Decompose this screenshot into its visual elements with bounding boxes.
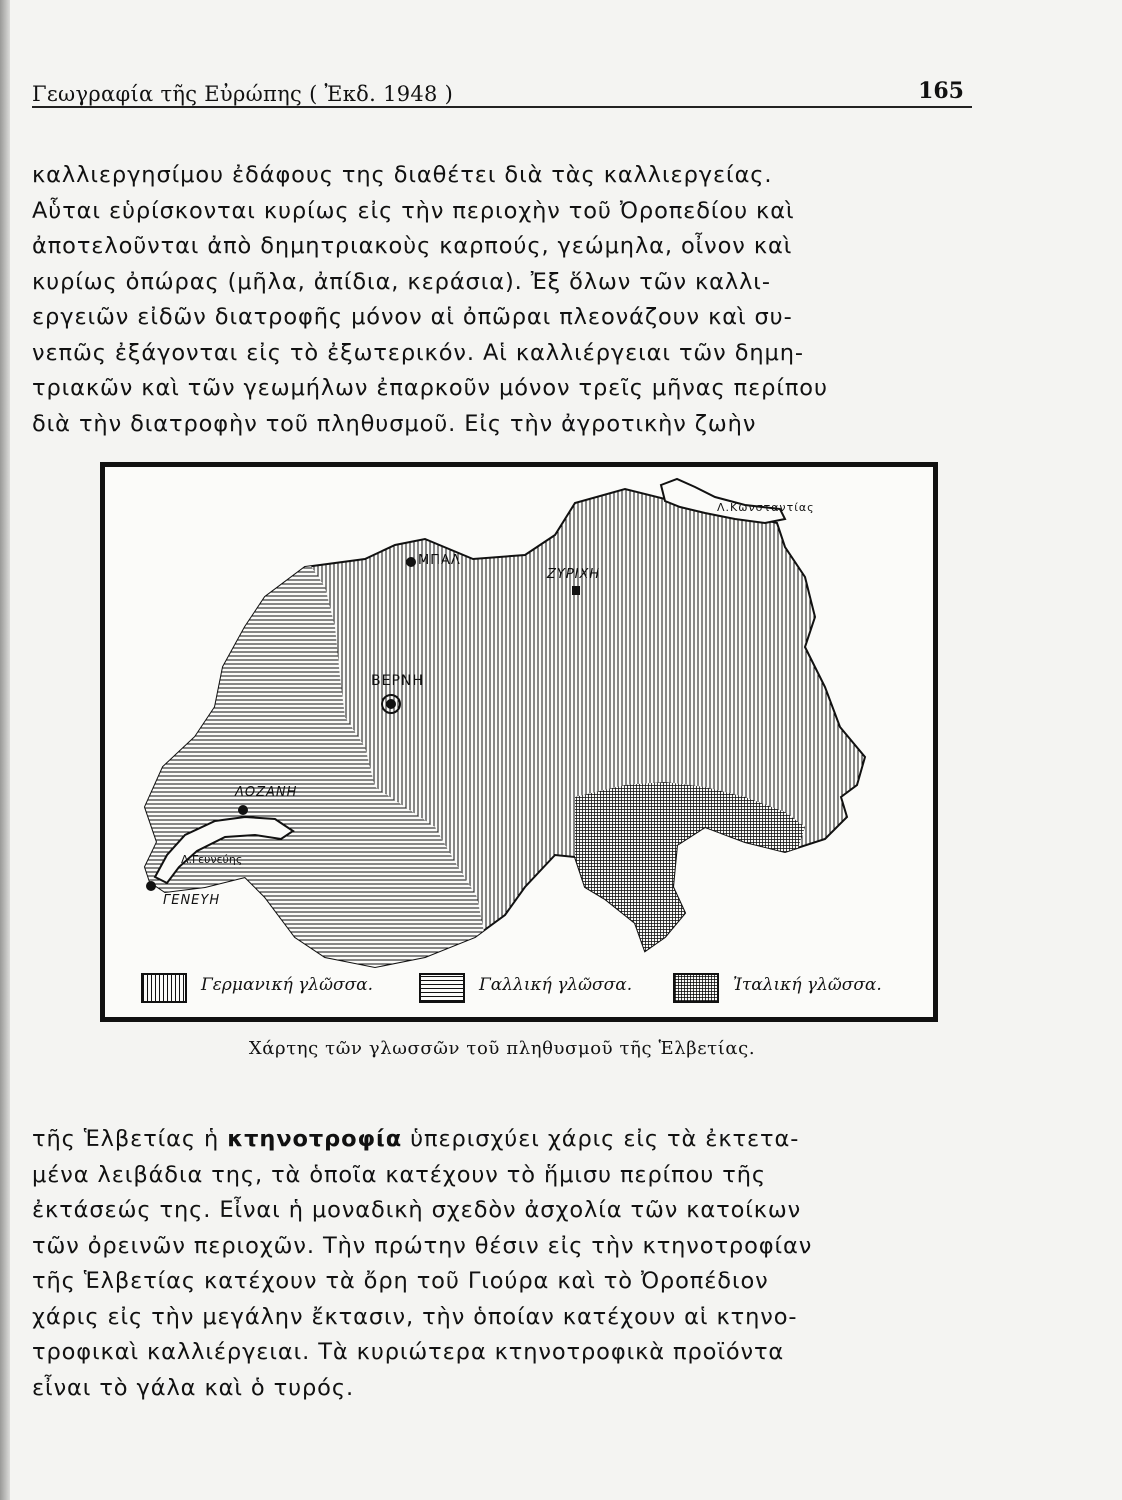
label-lake-geneva: Λ.Γευνεύης <box>181 853 243 866</box>
figure-caption: Χάρτης τῶν γλωσσῶν τοῦ πληθυσμοῦ τῆς Ἑλβετίας. <box>248 1038 756 1059</box>
french-swatch <box>419 973 465 1003</box>
text-line: εργειῶν εἰδῶν διατροφῆς μόνον αἱ ὀπῶραι πλεονάζουν καὶ συ- <box>32 304 793 330</box>
label-basel: ΜΠΑΛ <box>418 553 461 568</box>
text-line: χάρις εἰς τὴν μεγάλην ἔκτασιν, τὴν ὁποίαν κατέχουν αἱ κτηνο- <box>32 1303 798 1330</box>
label-zurich: ΖΥΡΙΧΗ <box>547 567 601 582</box>
text-line: τῆς Ἑλβετίας κατέχουν τὰ ὄρη τοῦ Γιούρα καὶ τὸ Ὀροπέδιον <box>32 1268 769 1294</box>
text-line: τροφικαὶ καλλιέργειαι. Τὰ κυριώτερα κτηνοτροφικὰ προϊόντα <box>32 1339 785 1365</box>
language-map-figure <box>100 462 938 1022</box>
lausanne-dot <box>238 805 248 815</box>
line-start: τῆς Ἑλβετίας ἡ <box>32 1126 228 1152</box>
text-line: ἀποτελοῦνται ἀπὸ δημητριακοὺς καρπούς, γεώμηλα, οἶνον καὶ <box>32 233 793 259</box>
map-legend <box>141 969 941 1009</box>
running-header <box>32 60 972 108</box>
label-lake-constance: Λ.Κωνσταντίας <box>717 501 815 514</box>
bold-term: κτηνοτροφία <box>227 1126 403 1152</box>
text-line: διὰ τὴν διατροφὴν τοῦ πληθυσμοῦ. Εἰς τὴν ἀγροτικὴν ζωὴν <box>32 410 757 437</box>
text-line: εἶναι τὸ γάλα καὶ ὁ τυρός. <box>32 1374 354 1401</box>
text-line: μένα λειβάδια της, τὰ ὁποῖα κατέχουν τὸ ἥμισυ περίπου τῆς <box>32 1161 766 1188</box>
zurich-marker <box>572 586 580 595</box>
text-line <box>32 1122 972 1158</box>
running-title: Γεωγραφία τῆς Εὐρώπης ( Ἐκδ. 1948 ) <box>32 82 454 106</box>
italian-swatch <box>673 973 719 1003</box>
legend-italian-label: Ἰταλική γλῶσσα. <box>733 975 882 995</box>
legend-german-label: Γερμανική γλῶσσα. <box>201 975 374 995</box>
book-gutter-edge <box>0 0 10 1500</box>
paragraph-bottom <box>32 1122 972 1406</box>
switzerland-map <box>105 467 933 1017</box>
book-page <box>32 60 972 1401</box>
geneva-dot <box>146 881 156 891</box>
text-line: κυρίως ὀπώρας (μῆλα, ἀπίδια, κεράσια). Ἐξ ὅλων τῶν καλλι- <box>32 268 771 295</box>
text-line: νεπῶς ἐξάγονται εἰς τὸ ἐξωτερικόν. Αἱ καλλιέργειαι τῶν δημη- <box>32 339 804 366</box>
bern-dot <box>386 699 396 709</box>
text-line: καλλιεργησίμου ἐδάφους της διαθέτει διὰ τὰς καλλιεργείας. <box>32 162 773 188</box>
text-line: Αὗται εὑρίσκονται κυρίως εἰς τὴν περιοχὴν τοῦ Ὀροπεδίου καὶ <box>32 197 795 224</box>
text-line: ἐκτάσεώς της. Εἶναι ἡ μοναδικὴ σχεδὸν ἀσχολία τῶν κατοίκων <box>32 1197 802 1223</box>
label-bern: ΒΕΡΝΗ <box>371 673 424 689</box>
text-line: τριακῶν καὶ τῶν γεωμήλων ἐπαρκοῦν μόνον τρεῖς μῆνας περίπου <box>32 375 828 401</box>
german-swatch <box>141 973 187 1003</box>
page-number: 165 <box>918 78 964 104</box>
label-lausanne: ΛΟΖΑΝΗ <box>235 785 298 800</box>
legend-french-label: Γαλλική γλῶσσα. <box>479 975 633 995</box>
line-end: ὑπερισχύει χάρις εἰς τὰ ἐκτετα- <box>402 1126 800 1152</box>
text-line: τῶν ὀρεινῶν περιοχῶν. Τὴν πρώτην θέσιν εἰς τὴν κτηνοτροφίαν <box>32 1232 813 1259</box>
basel-dot <box>406 557 416 567</box>
paragraph-top <box>32 158 972 442</box>
italian-region <box>575 782 805 953</box>
label-geneva: ΓΕΝΕΥΗ <box>163 893 221 908</box>
